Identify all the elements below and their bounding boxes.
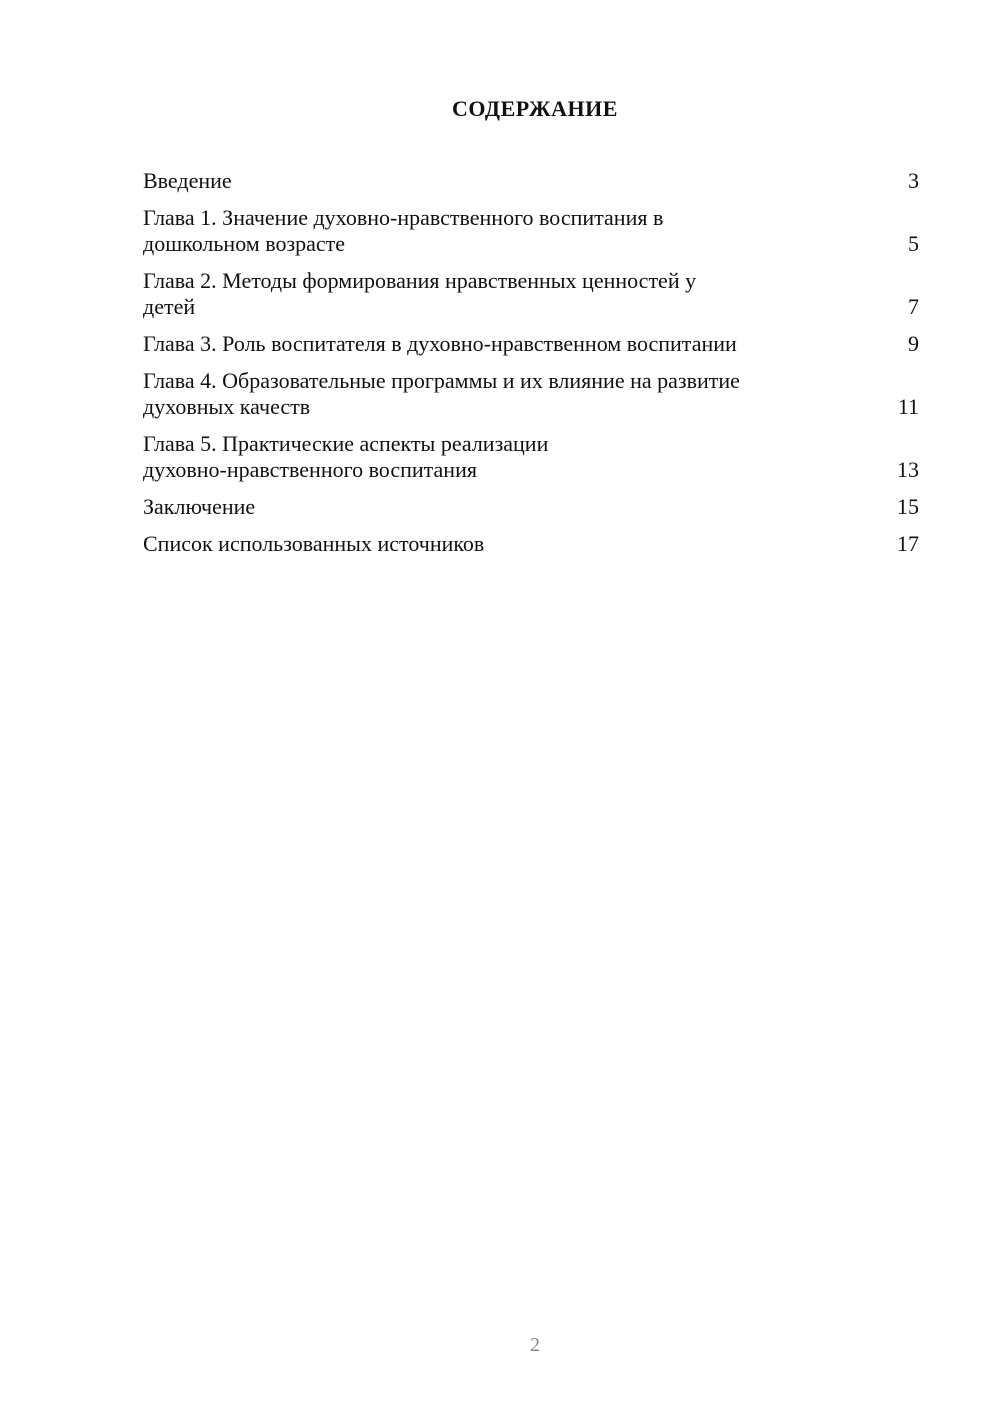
toc-entry-references [143, 531, 919, 557]
toc-entry-label [143, 494, 255, 520]
toc-entry-chapter-4 [143, 368, 919, 420]
toc-entry-line: Заключение [143, 494, 256, 519]
toc-entry-introduction [143, 168, 919, 194]
toc-entry-page-number: 17 [897, 531, 919, 556]
table-of-contents [143, 168, 919, 568]
toc-entry-line: Глава 4. Образовательные программы и их влияние на развитие [143, 368, 740, 393]
toc-entry-page-number: 11 [897, 394, 919, 419]
document-title: СОДЕРЖАНИЕ [452, 96, 618, 121]
toc-entry-label [143, 331, 737, 357]
toc-entry-chapter-1 [143, 205, 919, 257]
toc-entry-page-number: 3 [908, 168, 919, 193]
toc-entry-label [143, 531, 484, 557]
toc-entry-label [143, 168, 232, 194]
toc-entry-page-number: 5 [908, 231, 919, 256]
toc-entry-line: Введение [143, 168, 232, 193]
toc-entry-line: детей [143, 294, 196, 319]
toc-entry-chapter-2 [143, 268, 919, 320]
toc-entry-page-number: 7 [908, 294, 919, 319]
toc-entry-page-number: 15 [897, 494, 919, 519]
toc-entry-line: дошкольном возрасте [143, 231, 346, 256]
toc-entry-line: Глава 2. Методы формирования нравственных ценностей у [143, 268, 697, 293]
page-number: 2 [530, 1334, 540, 1356]
toc-entry-line: Глава 3. Роль воспитателя в духовно-нравственном воспитании [143, 331, 737, 356]
toc-entry-line: Глава 1. Значение духовно-нравственного воспитания в [143, 205, 664, 230]
toc-entry-label [143, 268, 696, 320]
toc-entry-chapter-5 [143, 431, 919, 483]
toc-entry-line: Глава 5. Практические аспекты реализации [143, 431, 549, 456]
toc-entry-label [143, 368, 740, 420]
toc-entry-chapter-3 [143, 331, 919, 357]
toc-entry-line: Список использованных источников [143, 531, 485, 556]
toc-entry-conclusion [143, 494, 919, 520]
toc-entry-label [143, 431, 548, 483]
toc-entry-label [143, 205, 663, 257]
toc-entry-page-number: 9 [908, 331, 919, 356]
toc-entry-page-number: 13 [897, 457, 919, 482]
toc-entry-line: духовных качеств [143, 394, 311, 419]
toc-entry-line: духовно-нравственного воспитания [143, 457, 477, 482]
